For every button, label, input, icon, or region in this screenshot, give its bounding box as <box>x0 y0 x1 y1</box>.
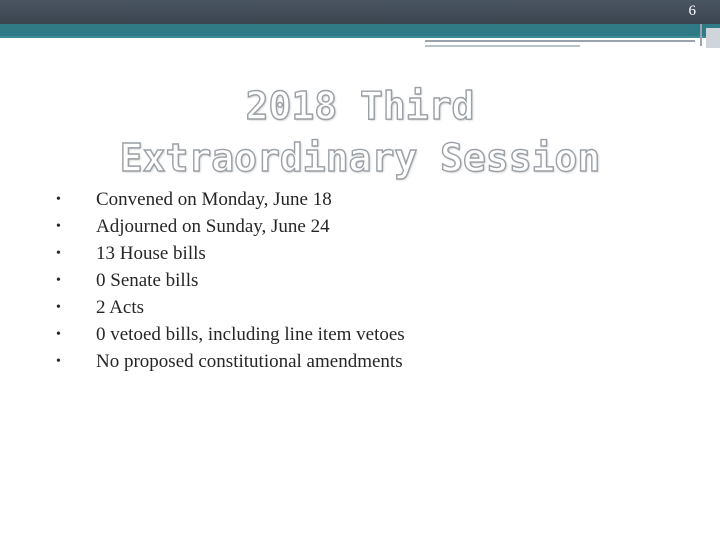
bullet-icon: • <box>56 219 61 234</box>
slide-title-line-1: 2018 Third <box>245 84 475 128</box>
slide-number: 6 <box>688 3 696 19</box>
bullet-icon: • <box>56 246 61 261</box>
accent-band <box>0 24 720 36</box>
list-item-text: Adjourned on Sunday, June 24 <box>96 216 330 237</box>
list-item <box>48 213 405 240</box>
accent-band-edge <box>0 36 720 38</box>
bullet-icon: • <box>56 300 61 315</box>
list-item <box>48 267 405 294</box>
bullet-icon: • <box>56 192 61 207</box>
list-item <box>48 348 405 375</box>
list-item-text: 13 House bills <box>96 243 206 264</box>
list-item-text: 2 Acts <box>96 297 145 318</box>
list-item-text: No proposed constitutional amendments <box>96 351 403 372</box>
decorative-rule-upper <box>425 40 695 42</box>
list-item-text: 0 vetoed bills, including line item vetoes <box>96 324 405 345</box>
list-item <box>48 186 405 213</box>
bullet-icon: • <box>56 273 61 288</box>
slide-title <box>0 80 720 184</box>
decorative-rule-lower <box>425 45 580 47</box>
bullet-list <box>48 186 405 375</box>
bullet-icon: • <box>56 327 61 342</box>
list-item <box>48 321 405 348</box>
list-item-text: 0 Senate bills <box>96 270 199 291</box>
list-item <box>48 240 405 267</box>
decorative-corner-block <box>706 28 720 48</box>
header-bar <box>0 0 720 24</box>
slide-title-line-2: Extraordinary Session <box>119 136 601 180</box>
bullet-icon: • <box>56 354 61 369</box>
decorative-corner-line <box>700 24 702 46</box>
list-item <box>48 294 405 321</box>
list-item-text: Convened on Monday, June 18 <box>96 189 332 210</box>
